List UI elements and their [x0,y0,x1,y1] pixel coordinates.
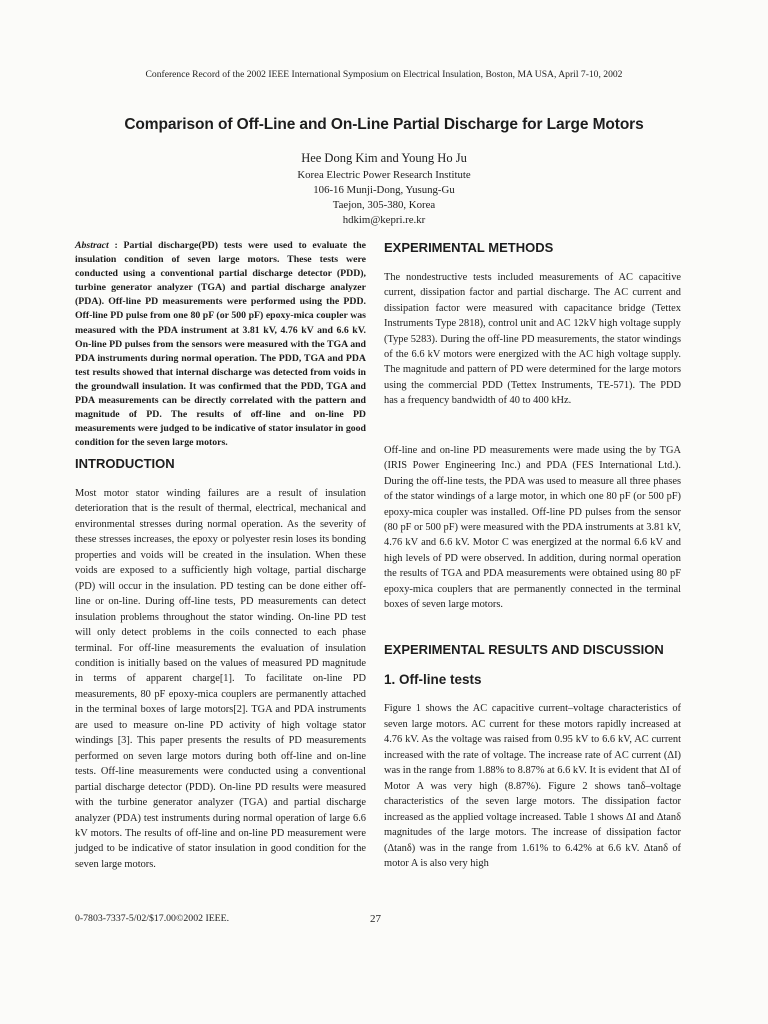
introduction-text: Most motor stator winding failures are a result of insulation deterioration that is the result of thermal, electrical, mechanical and environmental stresses during normal operation. As the severity of these stresses increases, the epoxy or polyester resin loses its bonding properties and voids will be created in the insulation. When these voids are exposed to a sufficiently high voltage, partial discharge (PD) will occur in the insulation. PD testing can be done either off-line or on-line. During off-line tests, PD measurements can detect insulation problems throughout the stator winding. On-line PD test will only detect problems in the coils connected to each phase terminal. For off-line measurements the evaluation of insulation condition is initially based on the values of measured PD magnitude in terms of apparent charge[1]. To facilitate on-line PD measurements, 80 pF epoxy-mica couplers are permanently attached in the terminal boxes of large motors[2]. TGA and PDA instruments are used to measure on-line PD activity of high voltage stator windings [3]. This paper presents the results of PD measurements performed on seven large motors during both off-line and on-line tests. Off-line measurements were conducted using a conventional partial discharge detector (PDD). On-line PD results were measured with the turbine generator analyzer (TGA) and partial discharge analyzer (PDA) test instruments during normal operation of large 6.6 kV motors. The results of off-line and on-line PD measurement were judged to be indicative of stator insulation in good condition for the seven large motors. [75,488,366,870]
abstract-text: : Partial discharge(PD) tests were used to evaluate the insulation condition of seven large motors. These tests were conducted using a conventional partial discharge detector (PDD), turbine generator analyzer (TGA) and partial discharge analyzer (PDA). Off-line PD measurements were performed using the PDD. Off-line PD pulse from one 80 pF (or 500 pF) epoxy-mica coupler was measured with the PDA instrument at 3.81 kV, 4.76 kV and 6.6 kV. On-line PD pulses from the sensors were measured with the TGA and PDA instruments during normal operation. The PDD, TGA and PDA test results showed that internal discharge was detected from voids in the groundwall insulation. It was confirmed that the PDD, TGA and PDA measurements can be directly correlated with the pattern and magnitude of PD. The results of off-line and on-line PD measurements were judged to be indicative of stator insulator in good condition for the seven large motors. [75,240,366,449]
affiliation-institute: Korea Electric Power Research Institute [297,169,471,181]
affiliation-city: Taejon, 305-380, Korea [332,199,436,211]
methods-paragraph-1: The nondestructive tests included measurements of AC capacitive current, dissipation factor and partial discharge. The AC current and dissipation factor were measured with capacitance bridge (Tettex Instruments Type 2818), control unit and AC 12kV high voltage supply (Type 5283). During the off-line PD measurements, the stator windings of the 6.6 kV motors were energized with the AC high voltage supply. The magnitude and pattern of PD were determined for the large motors using the commercial PDD (Tettex Instruments, TE-571). The PDD has a frequency bandwidth of 40 to 400 kHz. [384,272,681,407]
affiliation-block [0,168,768,228]
offline-tests-heading: 1. Off-line tests [384,672,482,687]
methods-paragraph-2: Off-line and on-line PD measurements were made using the by TGA (IRIS Power Engineering Inc.) and PDA (FES International Ltd.). During the off-line tests, the PDA was used to measure all three phases of the stator windings of a large motor, in which one 80 pF (or 500 pF) epoxy-mica coupler was installed. Off-line PD pulses from the sensor (80 pF or 500 pF) were measured with the PDA instruments at 3.81 kV, 4.76 kV and 6.6 kV. Motor C was energized at the normal 6.6 kV and high levels of PD were observed. In addition, during normal operation the results of TGA and PDA measurements were obtained using 80 pF epoxy-mica couplers that are permanently connected in the terminal boxes of seven large motors. [384,445,681,611]
conference-header: Conference Record of the 2002 IEEE International Symposium on Electrical Insulation, Boston, MA USA, April 7-10, 2002 [145,69,623,80]
copyright-line: 0-7803-7337-5/02/$17.00©2002 IEEE. [75,913,230,924]
page-number: 27 [370,913,381,925]
results-text: Figure 1 shows the AC capacitive current–voltage characteristics of seven large motors. AC current for these motors rapidly increased at 4.76 kV. As the voltage was raised from 0.95 kV to 6.6 kV, AC current increased with the rate of voltage. The increase rate of AC current (ΔI) was in the range from 1.88% to 8.87% at 6.6 kV. It is evident that ΔI of Motor A was very high (8.87%). Figure 2 shows tanδ–voltage characteristics of the seven large motors. The dissipation factor increased as the applied voltage increased. Table 1 shows ΔI and Δtanδ magnitudes of the large motors. The increase of dissipation factor (Δtanδ) was in the range from 1.61% to 6.42% at 6.6 kV. Δtanδ of motor A is also very high [384,703,681,869]
introduction-heading: INTRODUCTION [75,456,175,471]
paper-title: Comparison of Off-Line and On-Line Partial Discharge for Large Motors [124,116,644,133]
results-heading: EXPERIMENTAL RESULTS AND DISCUSSION [384,642,664,657]
paper-authors: Hee Dong Kim and Young Ho Ju [301,151,467,165]
affiliation-street: 106-16 Munji-Dong, Yusung-Gu [313,184,455,196]
abstract [75,239,366,450]
methods-heading: EXPERIMENTAL METHODS [384,240,554,255]
affiliation-email[interactable]: hdkim@kepri.re.kr [342,214,426,226]
abstract-lead: Abstract [75,240,109,251]
